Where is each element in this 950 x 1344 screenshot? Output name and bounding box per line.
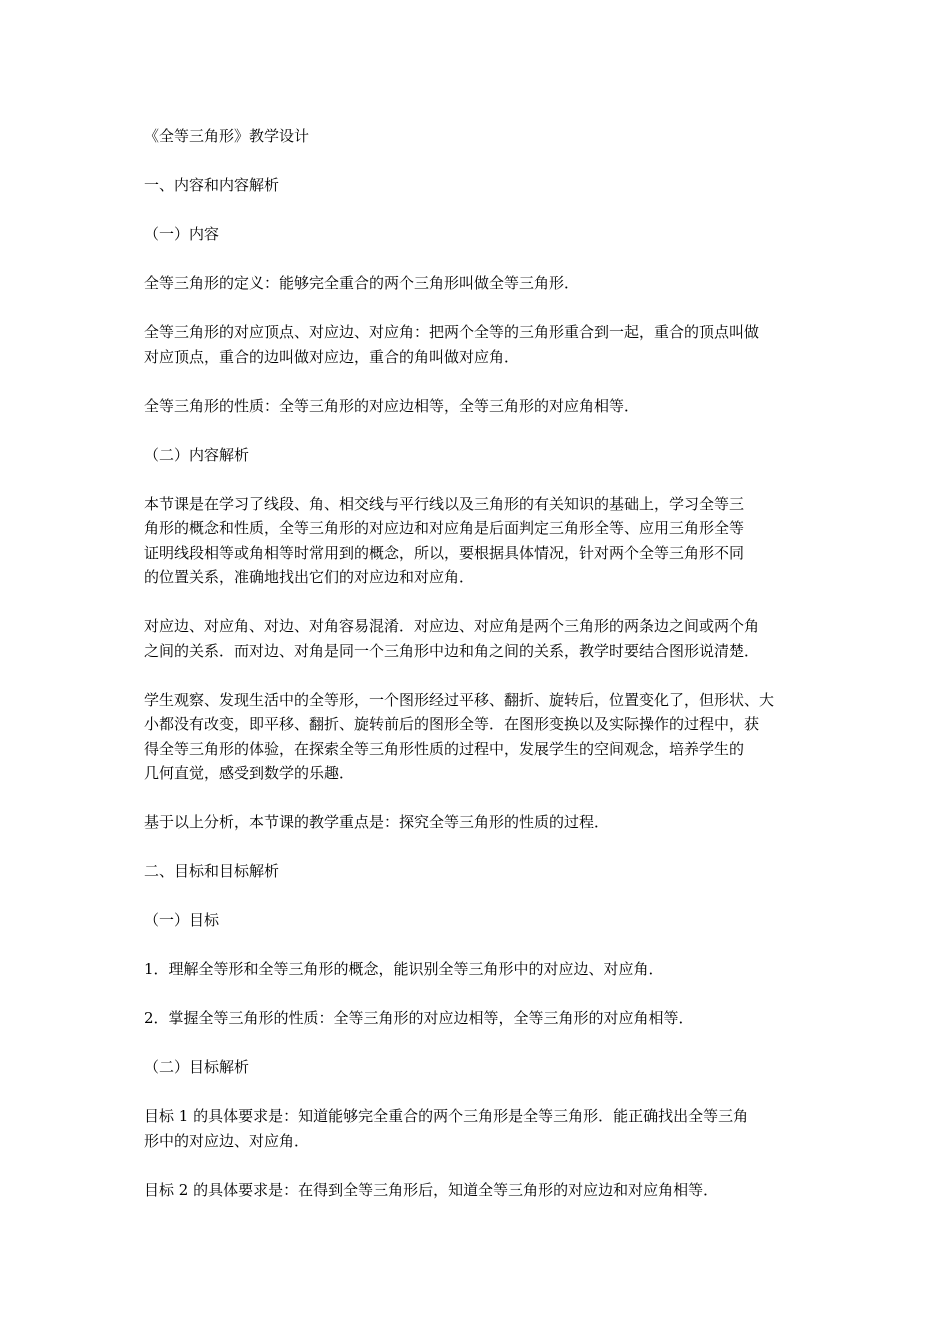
subsection-heading-analysis: （二）内容解析 (144, 445, 250, 464)
goal-item-1: 1．理解全等形和全等三角形的概念，能识别全等三角形中的对应边、对应角． (144, 960, 664, 978)
text-line: 目标 1 的具体要求是：知道能够完全重合的两个三角形是全等三角形．能正确找出全等三角 (144, 1107, 749, 1125)
teaching-focus-paragraph: 基于以上分析，本节课的教学重点是：探究全等三角形的性质的过程． (144, 813, 610, 831)
subsection-heading-content: （一）内容 (144, 225, 220, 243)
subsection-heading-goal-analysis: （二）目标解析 (144, 1058, 250, 1076)
document-page (144, 124, 810, 1227)
goal-item-2: 2．掌握全等三角形的性质：全等三角形的对应边相等，全等三角形的对应角相等． (144, 1009, 694, 1027)
definition-paragraph: 全等三角形的定义：能够完全重合的两个三角形叫做全等三角形． (144, 274, 580, 292)
text-line: 本节课是在学习了线段、角、相交线与平行线以及三角形的有关知识的基础上，学习全等三 (144, 494, 745, 513)
text-line: 对应边、对应角、对边、对角容易混淆．对应边、对应角是两个三角形的两条边之间或两个角 (144, 617, 760, 635)
text-line: 全等三角形的对应顶点、对应边、对应角：把两个全等的三角形重合到一起，重合的顶点叫做 (144, 323, 760, 341)
goal-analysis-paragraph-2: 目标 2 的具体要求是：在得到全等三角形后，知道全等三角形的对应边和对应角相等． (144, 1180, 719, 1199)
analysis-paragraph-2 (144, 614, 810, 663)
text-line: 学生观察、发现生活中的全等形，一个图形经过平移、翻折、旋转后，位置变化了，但形状、大 (144, 690, 775, 709)
text-line: 角形的概念和性质，全等三角形的对应边和对应角是后面判定三角形全等、应用三角形全等 (144, 519, 745, 537)
analysis-paragraph-3 (144, 688, 810, 786)
goal-analysis-paragraph-1 (144, 1104, 810, 1153)
property-paragraph: 全等三角形的性质：全等三角形的对应边相等，全等三角形的对应角相等． (144, 396, 640, 415)
section-heading-2: 二、目标和目标解析 (144, 862, 280, 880)
section-heading-1: 一、内容和内容解析 (144, 176, 280, 194)
text-line: 得全等三角形的体验，在探索全等三角形性质的过程中，发展学生的空间观念，培养学生的 (144, 739, 745, 758)
correspondence-paragraph (144, 320, 810, 369)
analysis-paragraph-1 (144, 492, 810, 590)
text-line: 的位置关系，准确地找出它们的对应边和对应角． (144, 568, 475, 586)
subsection-heading-goals: （一）目标 (144, 911, 220, 929)
document-title: 《全等三角形》教学设计 (144, 127, 310, 145)
text-line: 对应顶点，重合的边叫做对应边，重合的角叫做对应角． (144, 347, 520, 366)
text-line: 几何直觉，感受到数学的乐趣． (144, 764, 355, 782)
text-line: 之间的关系．而对边、对角是同一个三角形中边和角之间的关系，教学时要结合图形说清楚． (144, 641, 760, 660)
text-line: 小都没有改变，即平移、翻折、旋转前后的图形全等．在图形变换以及实际操作的过程中，获 (144, 715, 760, 733)
text-line: 证明线段相等或角相等时常用到的概念，所以，要根据具体情况，针对两个全等三角形不同 (144, 543, 745, 562)
text-line: 形中的对应边、对应角． (144, 1131, 310, 1150)
